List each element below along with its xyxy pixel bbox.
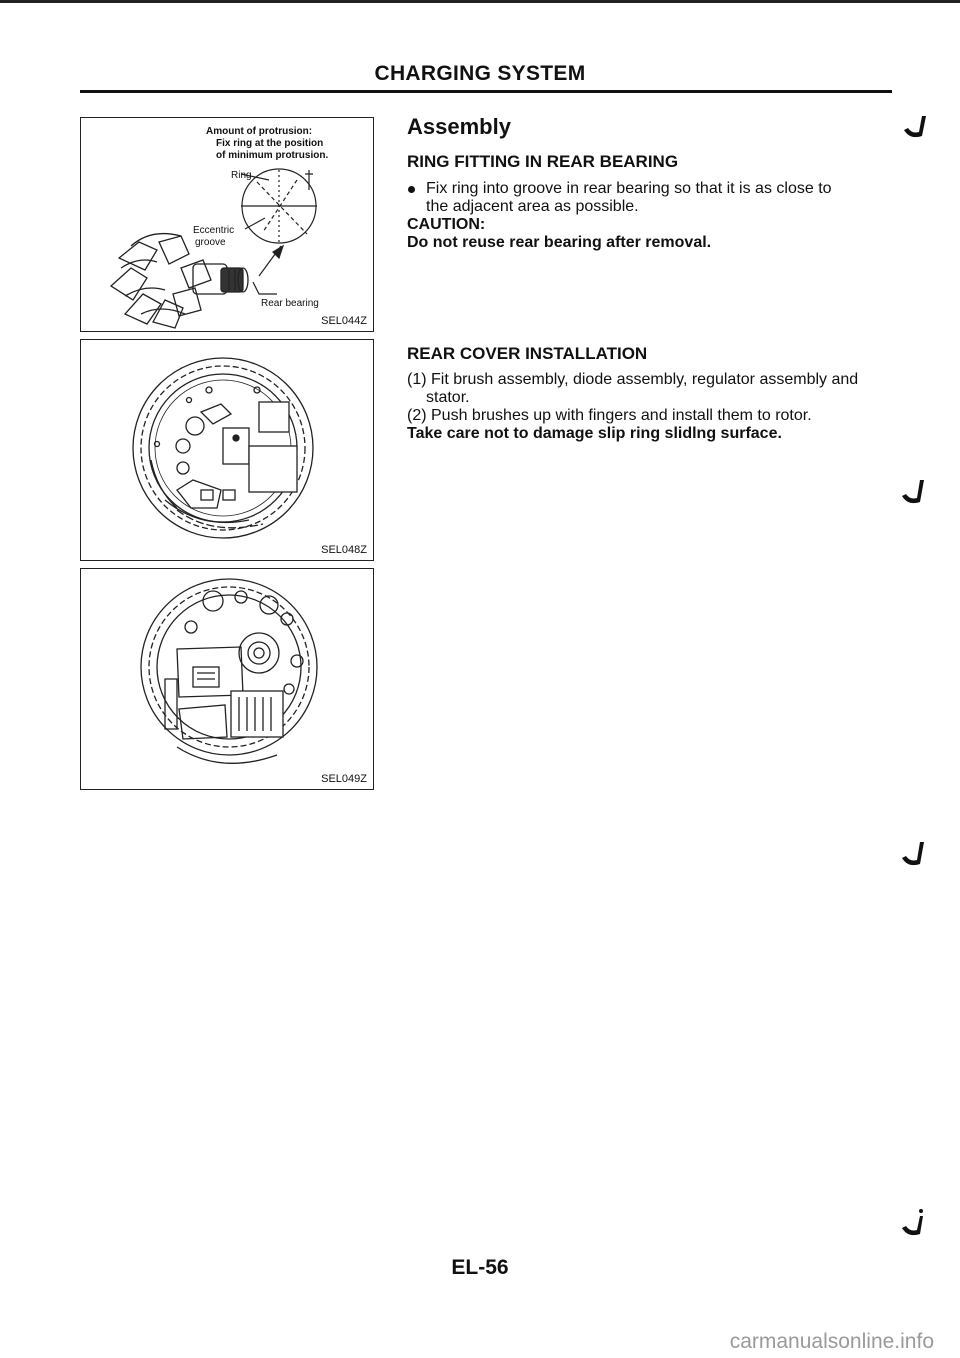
margin-check-mark-icon [898, 1206, 928, 1240]
margin-check-mark-icon [898, 836, 928, 870]
caption-fix-ring-line1: Fix ring at the position [216, 138, 324, 149]
rear-cover-warning: Take care not to damage slip ring slidlng surface. [407, 425, 782, 442]
page-number: EL-56 [451, 1256, 509, 1279]
figure-ring-fitting [80, 117, 374, 332]
caption-ring: Ring [231, 170, 252, 181]
figure-code: SEL049Z [321, 773, 367, 785]
rear-cover-step2: (2) Push brushes up with fingers and install them to rotor. [407, 407, 812, 424]
header-divider [80, 90, 892, 93]
figure-code: SEL048Z [321, 544, 367, 556]
caption-groove: groove [195, 237, 226, 248]
caution-label: CAUTION: [407, 216, 486, 233]
figure-rear-cover-view [80, 339, 374, 561]
ring-fitting-instruction-line2: the adjacent area as possible. [426, 198, 639, 215]
page-title: CHARGING SYSTEM [374, 62, 586, 85]
caption-rear-bearing: Rear bearing [261, 298, 319, 309]
section-heading-assembly: Assembly [407, 114, 511, 139]
figure-code: SEL044Z [321, 315, 367, 327]
top-edge-rule [0, 0, 960, 3]
ring-fitting-instruction-line1: Fix ring into groove in rear bearing so that it is as close to [426, 180, 832, 197]
alternator-brush-illustration [81, 569, 373, 789]
watermark: carmanualsonline.info [729, 1330, 934, 1353]
bullet-icon [408, 186, 415, 193]
margin-check-mark-icon [900, 112, 930, 142]
subheading-ring-fitting: RING FITTING IN REAR BEARING [407, 152, 679, 171]
caption-eccentric: Eccentric [193, 225, 235, 236]
caption-fix-ring-line2: of minimum protrusion. [216, 150, 329, 161]
caution-text: Do not reuse rear bearing after removal. [407, 234, 712, 251]
subheading-rear-cover: REAR COVER INSTALLATION [407, 344, 648, 363]
figure-brush-assembly-view [80, 568, 374, 790]
alternator-rear-illustration [81, 340, 373, 560]
rear-cover-step1-line1: (1) Fit brush assembly, diode assembly, regulator assembly and [407, 371, 859, 388]
margin-check-mark-icon [898, 474, 928, 508]
caption-amount-of-protrusion: Amount of protrusion: [206, 126, 313, 137]
rear-cover-step1-line2: stator. [426, 389, 470, 406]
